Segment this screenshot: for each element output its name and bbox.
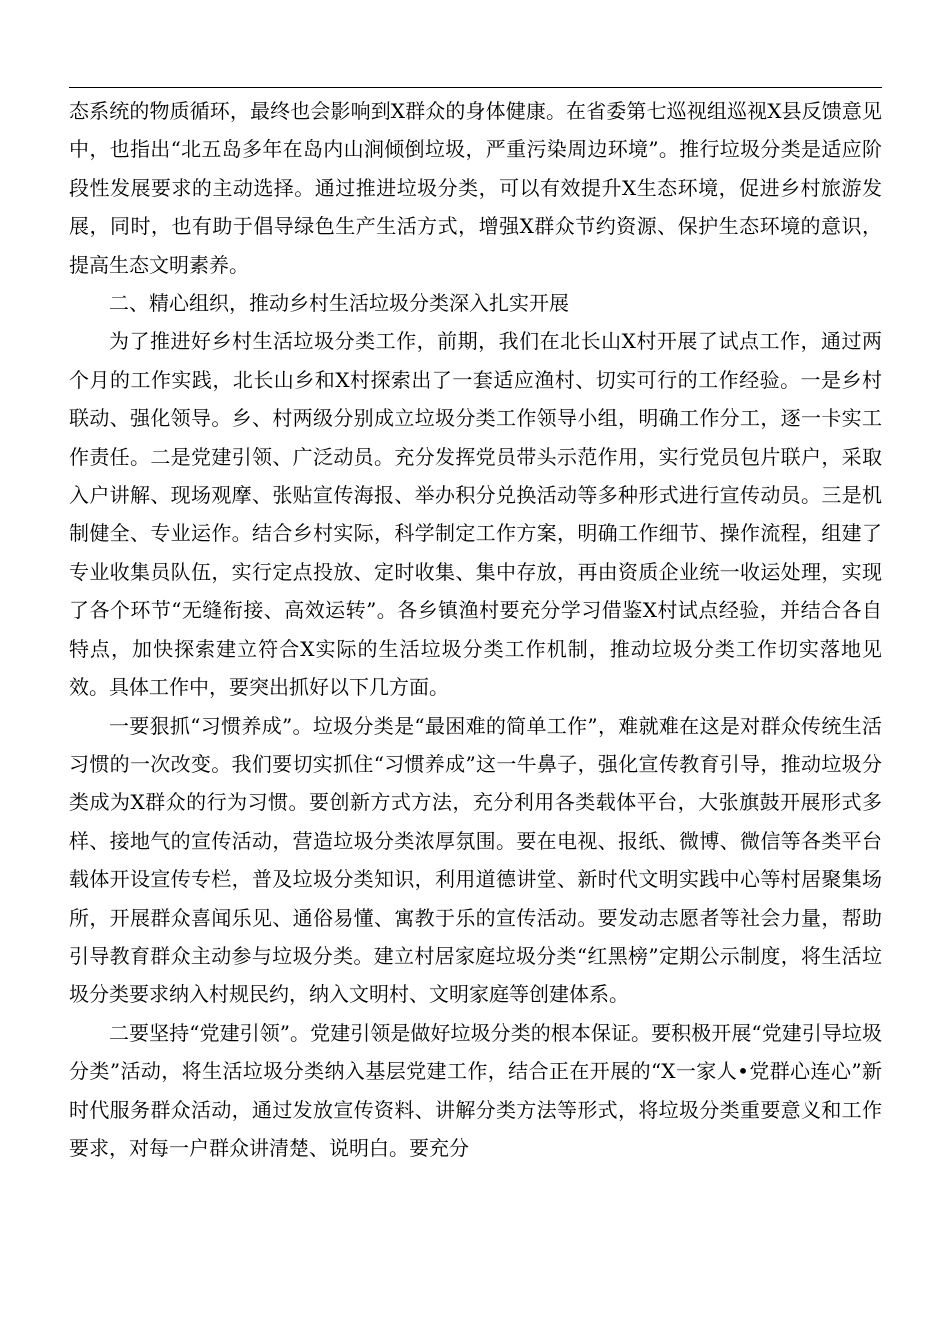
paragraph-party-leadership: 二要坚持“党建引领”。党建引领是做好垃圾分类的根本保证。要积极开展“党建引导垃圾分类”活动，将生活垃圾分类纳入基层党建工作，结合正在开展的“X一家人•党群心连心”新时代服务群众活动，通过发放宣传资料、讲解分类方法等形式，将垃圾分类重要意义和工作要求，对每一户群众讲清楚、说明白。要充分	[69, 1020, 882, 1160]
document-body	[69, 92, 882, 1167]
paragraph-pilot-experience: 为了推进好乡村生活垃圾分类工作，前期，我们在北长山X村开展了试点工作，通过两个月的工作实践，北长山乡和X村探索出了一套适应渔村、切实可行的工作经验。一是乡村联动、强化领导。乡、村两级分别成立垃圾分类工作领导小组，明确工作分工，逐一卡实工作责任。二是党建引领、广泛动员。充分发挥党员带头示范作用，实行党员包片联户，采取入户讲解、现场观摩、张贴宣传海报、举办积分兑换活动等多种形式进行宣传动员。三是机制健全、专业运作。结合乡村实际，科学制定工作方案，明确工作细节、操作流程，组建了专业收集员队伍，实行定点投放、定时收集、集中存放，再由资质企业统一收运处理，实现了各个环节“无缝衔接、高效运转”。各乡镇渔村要充分学习借鉴X村试点经验，并结合各自特点，加快探索建立符合X实际的生活垃圾分类工作机制，推动垃圾分类工作切实落地见效。具体工作中，要突出抓好以下几方面。	[69, 329, 882, 700]
section-heading: 二、精心组织，推动乡村生活垃圾分类深入扎实开展	[109, 291, 569, 316]
header-rule	[69, 87, 882, 88]
paragraph-habit-formation: 一要狠抓“习惯养成”。垃圾分类是“最困难的简单工作”，难就难在这是对群众传统生活习惯的一次改变。我们要切实抓住“习惯养成”这一牛鼻子，强化宣传教育引导，推动垃圾分类成为X群众的行为习惯。要创新方式方法，充分利用各类载体平台，大张旗鼓开展形式多样、接地气的宣传活动，营造垃圾分类浓厚氛围。要在电视、报纸、微博、微信等各类平台载体开设宣传专栏，普及垃圾分类知识，利用道德讲堂、新时代文明实践中心等村居聚集场所，开展群众喜闻乐见、通俗易懂、寓教于乐的宣传活动。要发动志愿者等社会力量，帮助引导教育群众主动参与垃圾分类。建立村居家庭垃圾分类“红黑榜”定期公示制度，将生活垃圾分类要求纳入村规民约，纳入文明村、文明家庭等创建体系。	[69, 713, 882, 1007]
paragraph-continuation: 态系统的物质循环，最终也会影响到X群众的身体健康。在省委第七巡视组巡视X县反馈意见中，也指出“北五岛多年在岛内山涧倾倒垃圾，严重污染周边环境”。推行垃圾分类是适应阶段性发展要求的主动选择。通过推进垃圾分类，可以有效提升X生态环境，促进乡村旅游发展，同时，也有助于倡导绿色生产生活方式，增强X群众节约资源、保护生态环境的意识，提高生态文明素养。	[69, 99, 882, 277]
